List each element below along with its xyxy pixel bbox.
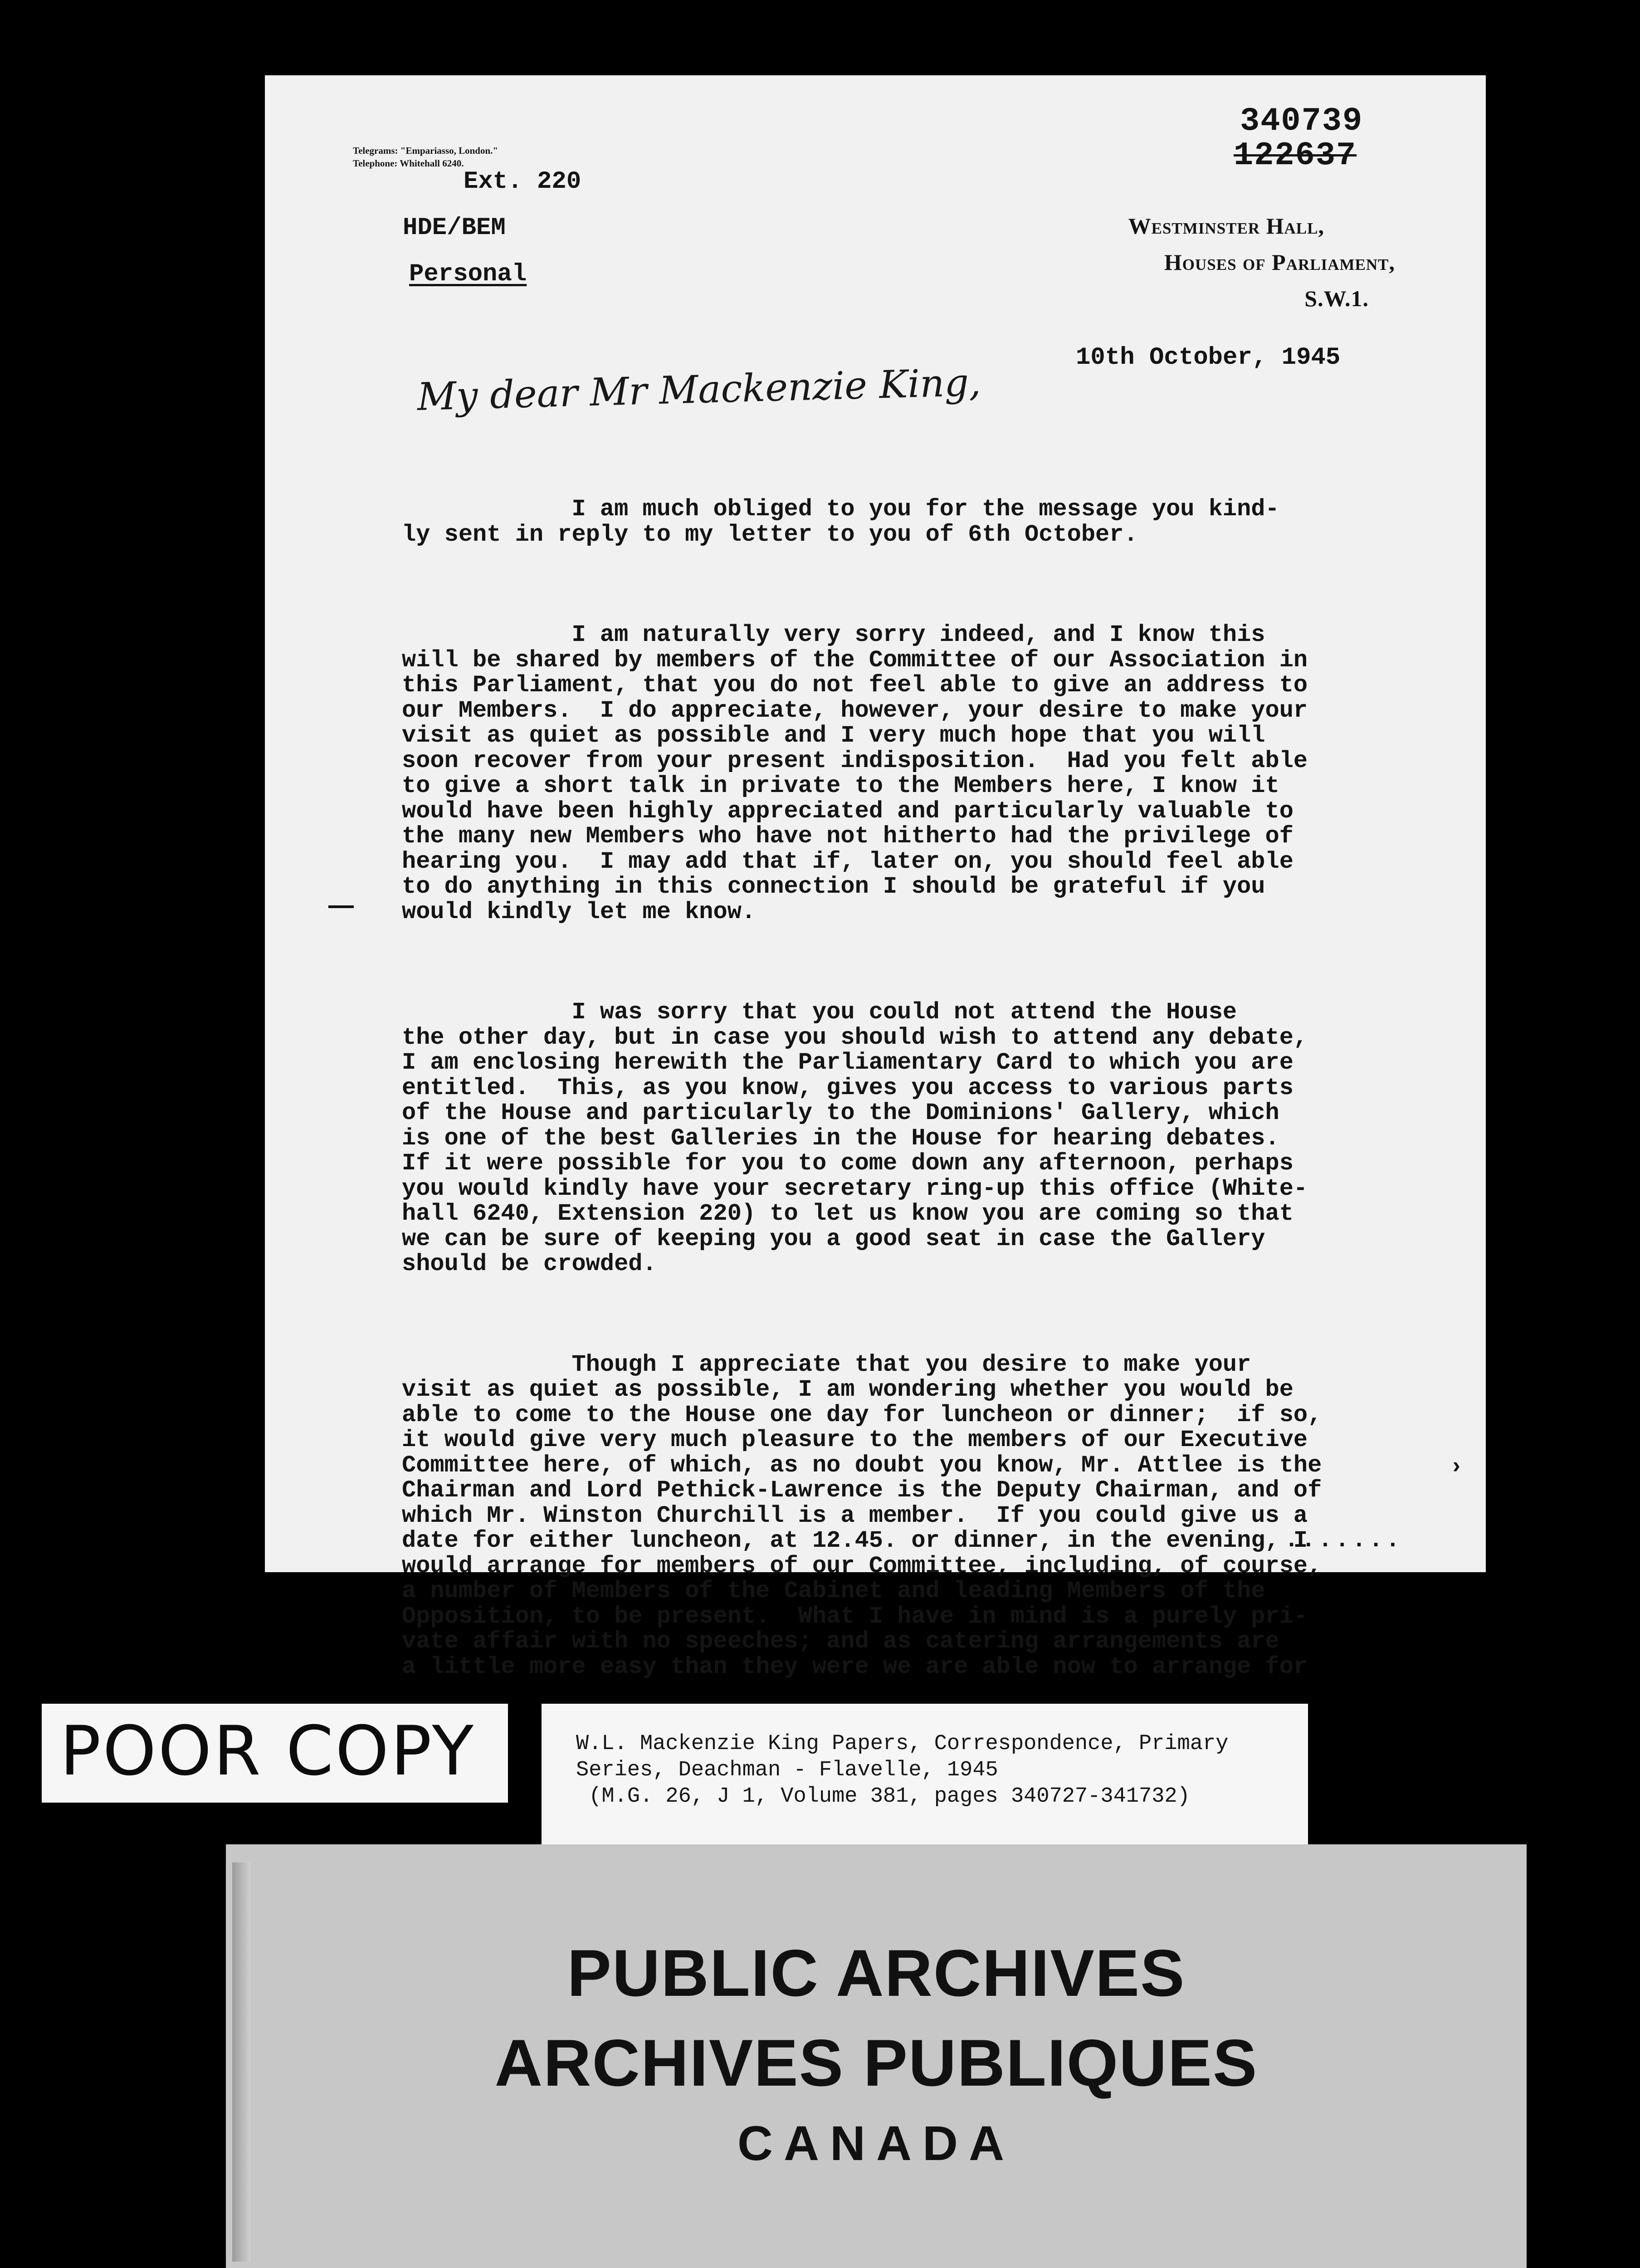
letter-body	[402, 446, 1427, 1730]
archive-page-numbers	[1234, 103, 1363, 174]
margin-dash-mark	[328, 905, 354, 908]
banner-line-french: ARCHIVES PUBLIQUES	[494, 2026, 1258, 2100]
citation-line: (M.G. 26, J 1, Volume 381, pages 340727-341732)	[576, 1784, 1190, 1809]
margin-mark: ›	[1450, 1454, 1464, 1480]
citation-label	[542, 1704, 1308, 1853]
banner-line-english: PUBLIC ARCHIVES	[567, 1936, 1186, 2010]
letter-date: 10th October, 1945	[1076, 344, 1341, 371]
reference-code: HDE/BEM	[403, 214, 506, 242]
citation-line: Series, Deachman - Flavelle, 1945	[576, 1758, 998, 1782]
archive-page-number: 340739	[1240, 103, 1363, 140]
body-paragraph: Though I appreciate that you desire to make your visit as quiet as possible, I am wondering whether you would be able to come to the House one day for luncheon or dinner; if so, it would give very much pleasure to the members of our Executive Committee here, of which, as no doubt you know, Mr. Attlee is the Chairman and Lord Pethick-Lawrence is the Deputy Chairman, and of which Mr. Winston Churchill is a member. If you could give us a date for either luncheon, at 12.45. or dinner, in the evening, I would arrange for members of our Committee, including, of course, a number of Members of the Cabinet and leading Members of the Opposition, to be present. What I have in mind is a purely pri- vate affair with no speeches; and as catering arrangements are a little more easy than they were we are able now to arrange for	[402, 1351, 1322, 1680]
body-paragraph: I am much obliged to you for the message you kind- ly sent in reply to my letter to you of 6th October.	[402, 496, 1279, 548]
telegrams-line: Telegrams: "Empariasso, London."	[353, 145, 498, 156]
struck-page-number: 122637	[1234, 137, 1357, 174]
body-paragraph: I am naturally very sorry indeed, and I know this will be shared by members of the Committee of our Association in this Parliament, that you do not feel able to give an address to our Members. I do appreciate, however, your desire to make your visit as quiet as possible and I very much hope that you will soon recover from your present indisposition. Had you felt able to give a short talk in private to the Members here, I know it would have been highly appreciated and particularly valuable to the many new Members who have not hitherto had the privilege of hearing you. I may add that if, later on, you should feel able to do anything in this connection I should be grateful if you would kindly let me know.	[402, 621, 1308, 925]
citation-line: W.L. Mackenzie King Papers, Correspondence, Primary	[576, 1732, 1229, 1756]
continuation-dots: .......	[1284, 1527, 1403, 1554]
telephone-line: Telephone: Whitehall 6240.	[353, 158, 464, 169]
handwritten-salutation: My dear Mr Mackenzie King,	[416, 360, 981, 419]
address-line: Westminster Hall,	[1128, 213, 1324, 239]
letterhead-contact	[353, 144, 498, 170]
archives-banner	[226, 1844, 1527, 2268]
poor-copy-text: POOR COPY	[60, 1712, 476, 1791]
personal-marking: Personal	[409, 260, 527, 288]
letter-page	[265, 75, 1486, 1680]
address-line: S.W.1.	[1304, 286, 1369, 311]
poor-copy-label	[42, 1704, 508, 1803]
extension-number: Ext. 220	[464, 168, 581, 196]
body-paragraph: I was sorry that you could not attend the House the other day, but in case you should wish to attend any debate, I am enclosing herewith the Parliamentary Card to which you are entitled. This, as you know, gives you access to various parts of the House and particularly to the Dominions' Gallery, which is one of the best Galleries in the House for hearing debates. If it were possible for you to come down any afternoon, perhaps you would kindly have your secretary ring-up this office (White- hall 6240, Extension 220) to let us know you are coming so that we can be sure of keeping you a good seat in case the Gallery should be crowded.	[402, 999, 1308, 1277]
banner-line-country: CANADA	[737, 2116, 1015, 2170]
address-line: Houses of Parliament,	[1164, 249, 1395, 275]
sender-address	[1128, 208, 1395, 317]
